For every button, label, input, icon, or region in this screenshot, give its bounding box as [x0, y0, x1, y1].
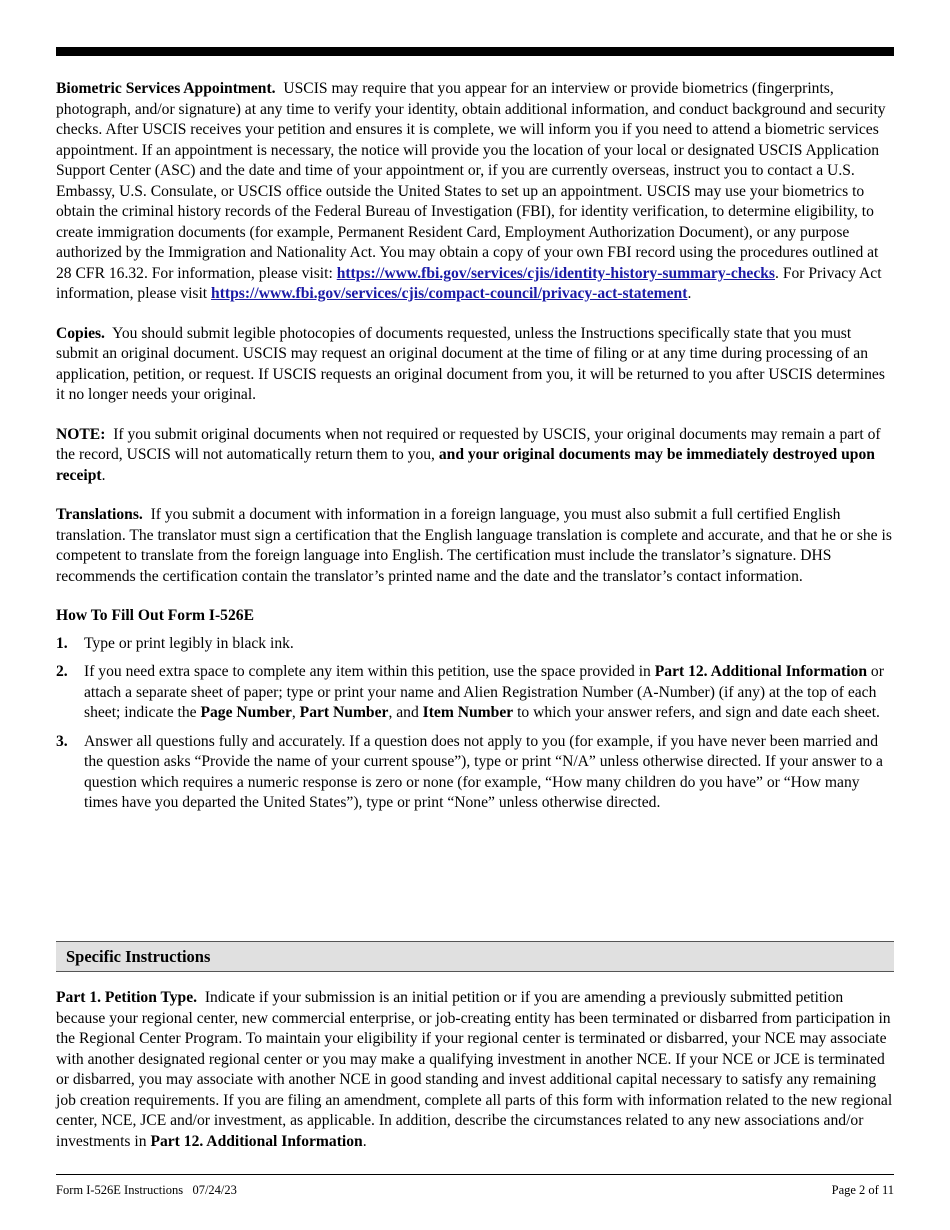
- copies-heading: Copies.: [56, 324, 105, 342]
- note-end: .: [101, 466, 106, 484]
- list-text-part: If you need extra space to complete any item within this petition, use the space provided in: [84, 663, 655, 680]
- fbi-privacy-act-link[interactable]: https://www.fbi.gov/services/cjis/compact-council/privacy-act-statement: [211, 285, 688, 302]
- list-text-bold: Part Number: [299, 704, 389, 721]
- list-text-part: ,: [291, 704, 300, 721]
- translations-paragraph: [56, 505, 896, 587]
- list-text-bold: Page Number: [200, 704, 292, 721]
- part1-paragraph: [56, 988, 896, 1152]
- list-number: 3.: [56, 732, 68, 750]
- footer-form-id: Form I-526E Instructions 07/24/23: [56, 1183, 237, 1197]
- list-text: [84, 662, 896, 724]
- list-text-part: , and: [388, 704, 423, 721]
- footer-page-number: Page 2 of 11: [831, 1183, 894, 1197]
- list-text-part: to which your answer refers, and sign and date each sheet.: [513, 704, 880, 721]
- biometric-body: USCIS may require that you appear for an interview or provide biometrics (fingerprints, photograph, and/or signature) at any time to verify your identity, obtain additional information, and conduct background and security checks. After USCIS receives your petition and ensures it is complete, we will inform you if you need to attend a biometric services appointment. If an appointment is necessary, the notice will provide you the location of your local or designated USCIS Application Support Center (ASC) and the date and time of your appointment or, if you are currently overseas, instruct you to contact a U.S. Embassy, U.S. Consulate, or USCIS office outside the United States to set up an appointment. USCIS may use your biometrics to obtain the criminal history records of the Federal Bureau of Investigation (FBI), for identity verification, to determine eligibility, to create immigration documents (for example, Permanent Resident Card, Employment Authorization Document), or any purpose authorized by the Immigration and Nationality Act. You may obtain a copy of your own FBI record using the procedures outlined at 28 CFR 16.32. For information, please visit:: [56, 80, 886, 282]
- list-number: 1.: [56, 634, 68, 652]
- top-rule: [56, 47, 894, 56]
- note-heading: NOTE:: [56, 425, 106, 443]
- section-title: Specific Instructions: [66, 947, 211, 966]
- note-paragraph: [56, 425, 896, 487]
- biometric-heading: Biometric Services Appointment.: [56, 80, 276, 97]
- list-number: 2.: [56, 663, 68, 680]
- section-header-bar: [56, 941, 894, 972]
- biometric-middle: . For Privacy Act information, please visit: [56, 264, 882, 302]
- part1-bold: Part 12. Additional Information: [150, 1132, 363, 1150]
- list-item: [56, 634, 896, 655]
- note-bold: and your original documents may be immediately destroyed upon receipt: [56, 446, 875, 484]
- list-item: [56, 732, 896, 814]
- part1-body: Indicate if your submission is an initial petition or if you are amending a previously submitted petition because your regional center, new commercial enterprise, or job-creating entity has been terminated or disbarred from participation in the Regional Center Program. To maintain your eligibility if your regional center is terminated or disbarred, your NCE may associate with another designated regional center or you may make a qualifying investment in another NCE. If your NCE or JCE is terminated or disbarred, you may associate with another NCE in good standing and invest additional capital necessary to satisfy any remaining job creation requirements. If you are filing an amendment, complete all parts of this form with information related to the new regional center, NCE, JCE and/or investment, as applicable. In addition, describe the circumstances related to any new associations and/or investments in: [56, 989, 893, 1150]
- biometric-paragraph: [56, 79, 896, 305]
- biometric-end: .: [687, 285, 692, 302]
- list-text-bold: Item Number: [422, 704, 514, 721]
- list-text: Type or print legibly in black ink.: [84, 634, 294, 652]
- list-text-bold: Part 12. Additional Information: [654, 663, 868, 680]
- part1-end: .: [362, 1132, 367, 1150]
- copies-paragraph: [56, 324, 896, 406]
- copies-body: You should submit legible photocopies of documents requested, unless the Instructions specifically state that you must submit an original document. USCIS may request an original document at the time of filing or at any time during processing of an application, petition, or request. If USCIS requests an original document from you, it will be returned to you after USCIS determines it no longer needs your original.: [56, 324, 885, 403]
- part1-heading: Part 1. Petition Type.: [56, 989, 198, 1006]
- footer-rule: [56, 1174, 894, 1175]
- translations-heading: Translations.: [56, 506, 143, 523]
- howto-heading: How To Fill Out Form I-526E: [56, 607, 254, 624]
- fbi-identity-history-link[interactable]: https://www.fbi.gov/services/cjis/identity-history-summary-checks: [336, 264, 776, 282]
- page-content: [56, 79, 896, 822]
- note-body: If you submit original documents when not required or requested by USCIS, your original documents may remain a part of the record, USCIS will not automatically return them to you,: [56, 425, 881, 463]
- translations-body: If you submit a document with information in a foreign language, you must also submit a full certified English translation. The translator must sign a certification that the English language translation is complete and accurate, and that he or she is competent to translate from the foreign language into English. The certification must include the translator’s signature. DHS recommends the certification contain the translator’s printed name and the date and the translator’s contact information.: [56, 506, 892, 585]
- list-item: [56, 662, 896, 724]
- list-text-part: or attach a separate sheet of paper; type or print your name and Alien Registration Number (A-Number) (if any) at the top of each sheet; indicate the: [84, 663, 884, 721]
- list-text: Answer all questions fully and accurately. If a question does not apply to you (for example, if you have never been married and the question asks “Provide the name of your current spouse”), type or print “N/A” unless otherwise directed. If your answer to a question which requires a numeric response is zero or none (for example, “How many children do you have” or “How many times have you departed the United States”), type or print “None” unless otherwise directed.: [84, 732, 883, 811]
